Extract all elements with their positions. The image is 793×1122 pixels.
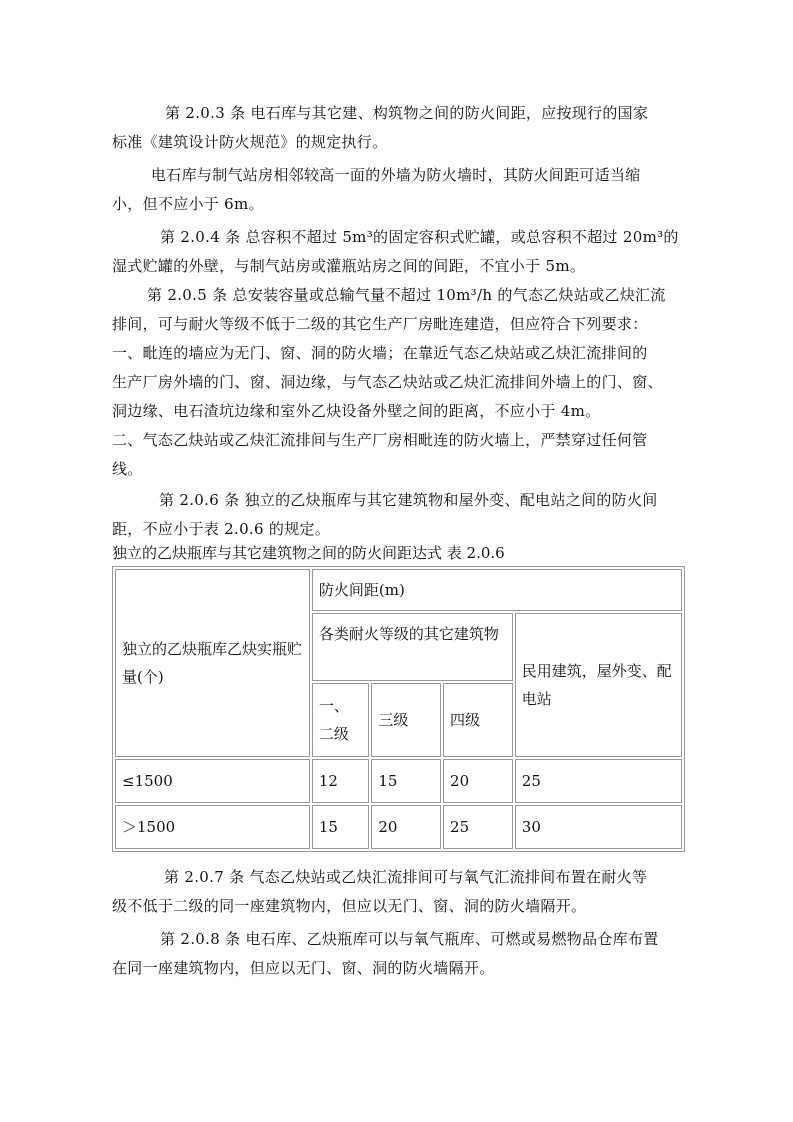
sub-group-header-label: 各类耐火等级的其它建筑物 [318,625,499,643]
table-caption: 独立的乙炔瓶库与其它建筑物之间的防火间距达式 表 2.0.6 [112,544,505,562]
civil-cell: 30 [515,805,682,849]
text-line: 标准《建筑设计防火规范》的规定执行。 [112,133,388,151]
text-line: 第 2.0.4 条 总容积不超过 5m³的固定容积式贮罐，或总容积不超过 20m³的 [160,228,679,246]
grade3-cell: 15 [371,759,441,803]
grade12-header-cell [312,683,369,757]
civil-header-label: 民用建筑，屋外变、配电站 [521,662,672,708]
text-line: 级不低于二级的同一座建筑物内，但应以无门、窗、洞的防火墙隔开。 [112,897,587,915]
text-line: 第 2.0.8 条 电石库、乙炔瓶库可以与氧气瓶库、可燃或易燃物品仓库布置 [160,930,659,948]
sub-group-header-cell [312,613,513,681]
text-line: 第 2.0.5 条 总安装容量或总输气量不超过 10m³/h 的气态乙炔站或乙炔汇流 [147,286,666,304]
text-line: 排间，可与耐火等级不低于二级的其它生产厂房毗连建造，但应符合下列要求： [112,315,648,333]
civil-cell: 25 [515,759,682,803]
text-line: 第 2.0.3 条 电石库与其它建、构筑物之间的防火间距，应按现行的国家 [165,104,649,122]
capacity-cell: ＞1500 [115,805,310,849]
group-header-cell [312,569,682,611]
text-line: 在同一座建筑物内，但应以无门、窗、洞的防火墙隔开。 [112,959,495,977]
grade3-cell: 20 [371,805,441,849]
text-line: 电石库与制气站房相邻较高一面的外墙为防火墙时，其防火间距可适当缩 [151,166,641,184]
grade12-cell: 15 [312,805,369,849]
table-row [115,805,682,849]
row-header-label: 独立的乙炔瓶库乙炔实瓶贮量(个) [122,640,303,686]
text-line: 距，不应小于表 2.0.6 的规定。 [112,520,331,538]
grade12-header-label: 一、二级 [318,697,349,743]
text-line: 二、气态乙炔站或乙炔汇流排间与生产厂房相毗连的防火墙上，严禁穿过任何管 [112,431,648,449]
text-line: 洞边缘、电石渣坑边缘和室外乙炔设备外壁之间的距离，不应小于 4m。 [112,402,601,420]
text-line: 湿式贮罐的外壁，与制气站房或灌瓶站房之间的间距，不宜小于 5m。 [112,257,586,275]
civil-header-cell [515,613,682,757]
text-line: 一、毗连的墙应为无门、窗、洞的防火墙；在靠近气态乙炔站或乙炔汇流排间的 [112,344,648,362]
row-header-cell [115,569,310,757]
text-line: 第 2.0.7 条 气态乙炔站或乙炔汇流排间可与氧气汇流排间布置在耐火等 [164,868,648,886]
text-line: 线。 [112,460,143,478]
capacity-cell: ≤1500 [115,759,310,803]
fire-distance-table [112,566,685,852]
table-row [115,759,682,803]
grade4-cell: 20 [443,759,513,803]
grade4-header-label: 四级 [450,711,481,729]
grade3-header-label: 三级 [378,711,409,729]
text-line: 第 2.0.6 条 独立的乙炔瓶库与其它建筑物和屋外变、配电站之间的防火间 [159,491,658,509]
grade12-cell: 12 [312,759,369,803]
text-line: 生产厂房外墙的门、窗、洞边缘，与气态乙炔站或乙炔汇流排间外墙上的门、窗、 [112,373,663,391]
grade4-header-cell [443,683,513,757]
group-header-label: 防火间距(m) [318,581,405,599]
text-line: 小，但不应小于 6m。 [112,195,264,213]
grade3-header-cell [371,683,441,757]
grade4-cell: 25 [443,805,513,849]
